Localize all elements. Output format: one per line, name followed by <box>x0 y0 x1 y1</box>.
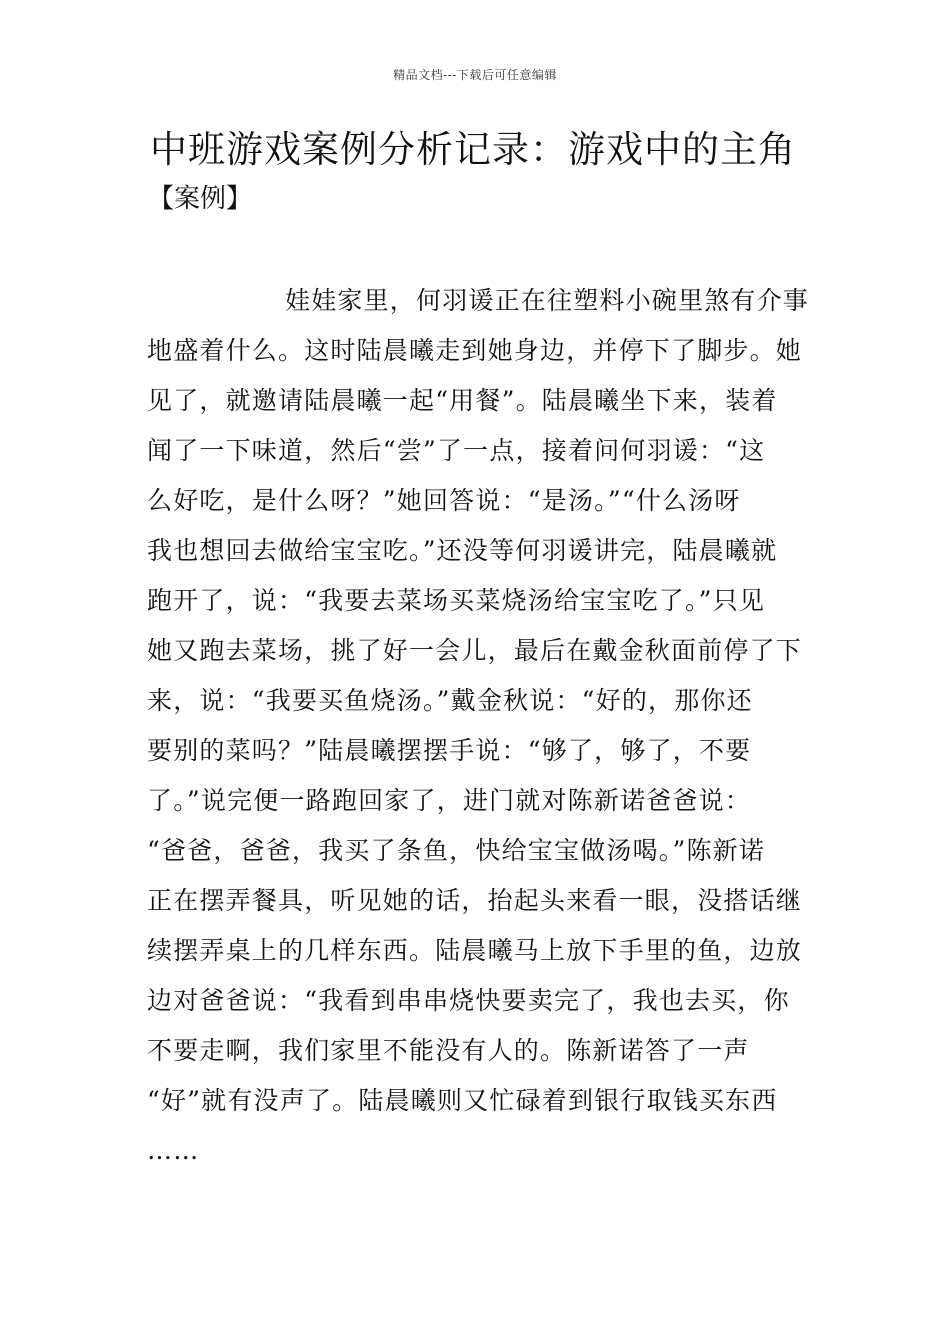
body-line: 要别的菜吗？”陆晨曦摆摆手说：“够了，够了，不要 <box>147 736 752 765</box>
body-line: 正在摆弄餐具，听见她的话，抬起头来看一眼，没搭话继 <box>147 886 803 915</box>
body-line: …… <box>147 1136 200 1165</box>
body-line: 续摆弄桌上的几样东西。陆晨曦马上放下手里的鱼，边放 <box>147 936 803 965</box>
body-line: “好”就有没声了。陆晨曦则又忙碌着到银行取钱买东西 <box>147 1086 778 1115</box>
body-paragraph <box>147 276 810 1176</box>
body-line: 我也想回去做给宝宝吃。”还没等何羽谖讲完，陆晨曦就 <box>147 536 778 565</box>
body-line: 不要走啊，我们家里不能没有人的。陈新诺答了一声 <box>147 1036 750 1065</box>
body-line: 边对爸爸说：“我看到串串烧快要卖完了，我也去买，你 <box>147 986 790 1015</box>
body-line: 了。”说完便一路跑回家了，进门就对陈新诺爸爸说： <box>147 786 752 815</box>
body-line: 么好吃，是什么呀？”她回答说：“是汤。”“什么汤呀 <box>147 486 741 515</box>
body-line: 见了，就邀请陆晨曦一起“用餐”。陆晨曦坐下来，装着 <box>147 386 778 415</box>
body-line: 她又跑去菜场，挑了好一会儿，最后在戴金秋面前停了下 <box>147 636 803 665</box>
header-note: 精品文档---下载后可任意编辑 <box>393 68 557 82</box>
body-line: 跑开了，说：“我要去菜场买菜烧汤给宝宝吃了。”只见 <box>147 586 766 615</box>
document-title: 中班游戏案例分析记录：游戏中的主角 <box>150 128 796 171</box>
body-line: 来，说：“我要买鱼烧汤。”戴金秋说：“好的，那你还 <box>147 686 753 715</box>
body-line: “爸爸，爸爸，我买了条鱼，快给宝宝做汤喝。”陈新诺 <box>147 836 766 865</box>
section-label: 【案例】 <box>148 184 253 214</box>
body-line: 闻了一下味道，然后“尝”了一点，接着问何羽谖：“这 <box>147 436 766 465</box>
body-line: 娃娃家里，何羽谖正在往塑料小碗里煞有介事 <box>285 286 810 315</box>
body-line: 地盛着什么。这时陆晨曦走到她身边，并停下了脚步。她 <box>147 336 803 365</box>
